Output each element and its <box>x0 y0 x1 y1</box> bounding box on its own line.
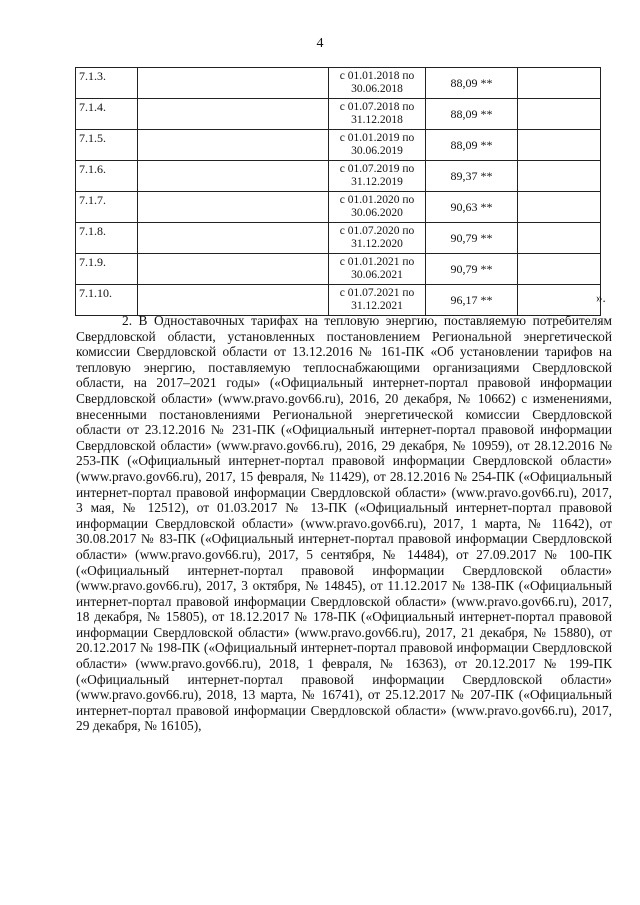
tariff-value: 90,79 ** <box>426 254 518 285</box>
body-text <box>76 313 612 734</box>
table-row <box>76 285 601 316</box>
row-number: 7.1.5. <box>76 130 138 161</box>
table-row <box>76 99 601 130</box>
empty-cell <box>518 130 601 161</box>
row-number: 7.1.8. <box>76 223 138 254</box>
row-number: 7.1.10. <box>76 285 138 316</box>
empty-cell <box>518 68 601 99</box>
empty-cell <box>518 99 601 130</box>
period-cell: с 01.07.2021 по 31.12.2021 <box>329 285 426 316</box>
tariff-value: 90,63 ** <box>426 192 518 223</box>
table-row <box>76 68 601 99</box>
empty-cell <box>138 130 329 161</box>
empty-cell <box>138 254 329 285</box>
tariff-value: 88,09 ** <box>426 68 518 99</box>
page-number: 4 <box>316 36 324 51</box>
tariff-value: 88,09 ** <box>426 130 518 161</box>
empty-cell <box>138 285 329 316</box>
table-row <box>76 223 601 254</box>
row-number: 7.1.3. <box>76 68 138 99</box>
empty-cell <box>518 285 601 316</box>
period-cell: с 01.01.2021 по 30.06.2021 <box>329 254 426 285</box>
empty-cell <box>518 223 601 254</box>
empty-cell <box>138 192 329 223</box>
period-cell: с 01.07.2019 по 31.12.2019 <box>329 161 426 192</box>
closing-quote-mark: ». <box>596 290 606 305</box>
row-number: 7.1.9. <box>76 254 138 285</box>
period-cell: с 01.01.2019 по 30.06.2019 <box>329 130 426 161</box>
paragraph: 2. В Одноставочных тарифах на тепловую энергию, поставляемую потребителям Свердловской области, установленных постановлением Региональной энергетической комиссии Свердловской области от 13.12.2016 № 161-ПК «Об установлении тарифов на тепловую энергию, поставляемую теплоснабжающими организациями Свердловской области, на 2017–2021 годы» («Официальный интернет-портал правовой информации Свердловской области» (www.pravo.gov66.ru), 2016, 20 декабря, № 10662) с изменениями, внесенными постановлениями Региональной энергетической комиссии Свердловской области от 23.12.2016 № 231-ПК («Официальный интернет-портал правовой информации Свердловской области» (www.pravo.gov66.ru), 2016, 29 декабря, № 10959), от 28.12.2016 № 253-ПК («Официальный интернет-портал правовой информации Свердловской области» (www.pravo.gov66.ru), 2017, 15 февраля, № 11429), от 28.12.2016 № 254-ПК («Официальный интернет-портал правовой информации Свердловской области» (www.pravo.gov66.ru), 2017, 3 мая, № 12512), от 01.03.2017 № 13-ПК («Официальный интернет-портал правовой информации Свердловской области» (www.pravo.gov66.ru), 2017, 1 марта, № 11642), от 30.08.2017 № 83-ПК («Официальный интернет-портал правовой информации Свердловской области» (www.pravo.gov66.ru), 2017, 5 сентября, № 14484), от 27.09.2017 № 100-ПК («Официальный интернет-портал правовой информации Свердловской области» (www.pravo.gov66.ru), 2017, 3 октября, № 14845), от 11.12.2017 № 138-ПК («Официальный интернет-портал правовой информации Свердловской области» (www.pravo.gov66.ru), 2017, 18 декабря, № 15805), от 18.12.2017 № 178-ПК («Официальный интернет-портал правовой информации Свердловской области» (www.pravo.gov66.ru), 2017, 21 декабря, № 15880), от 20.12.2017 № 198-ПК («Официальный интернет-портал правовой информации Свердловской области» (www.pravo.gov66.ru), 2018, 1 февраля, № 16363), от 20.12.2017 № 199-ПК («Официальный интернет-портал правовой информации Свердловской области» (www.pravo.gov66.ru), 2018, 13 марта, № 16741), от 25.12.2017 № 207-ПК («Официальный интернет-портал правовой информации Свердловской области» (www.pravo.gov66.ru), 2017, 29 декабря, № 16105), <box>76 313 612 734</box>
table-row <box>76 254 601 285</box>
period-cell: с 01.07.2018 по 31.12.2018 <box>329 99 426 130</box>
period-cell: с 01.01.2020 по 30.06.2020 <box>329 192 426 223</box>
empty-cell <box>138 223 329 254</box>
row-number: 7.1.7. <box>76 192 138 223</box>
empty-cell <box>138 68 329 99</box>
period-cell: с 01.07.2020 по 31.12.2020 <box>329 223 426 254</box>
empty-cell <box>518 161 601 192</box>
empty-cell <box>518 192 601 223</box>
table-row <box>76 161 601 192</box>
empty-cell <box>138 99 329 130</box>
tariff-table <box>75 67 601 316</box>
tariff-value: 89,37 ** <box>426 161 518 192</box>
empty-cell <box>138 161 329 192</box>
empty-cell <box>518 254 601 285</box>
tariff-value: 88,09 ** <box>426 99 518 130</box>
tariff-value: 90,79 ** <box>426 223 518 254</box>
period-cell: с 01.01.2018 по 30.06.2018 <box>329 68 426 99</box>
table-row <box>76 130 601 161</box>
row-number: 7.1.4. <box>76 99 138 130</box>
row-number: 7.1.6. <box>76 161 138 192</box>
table-row <box>76 192 601 223</box>
tariff-value: 96,17 ** <box>426 285 518 316</box>
